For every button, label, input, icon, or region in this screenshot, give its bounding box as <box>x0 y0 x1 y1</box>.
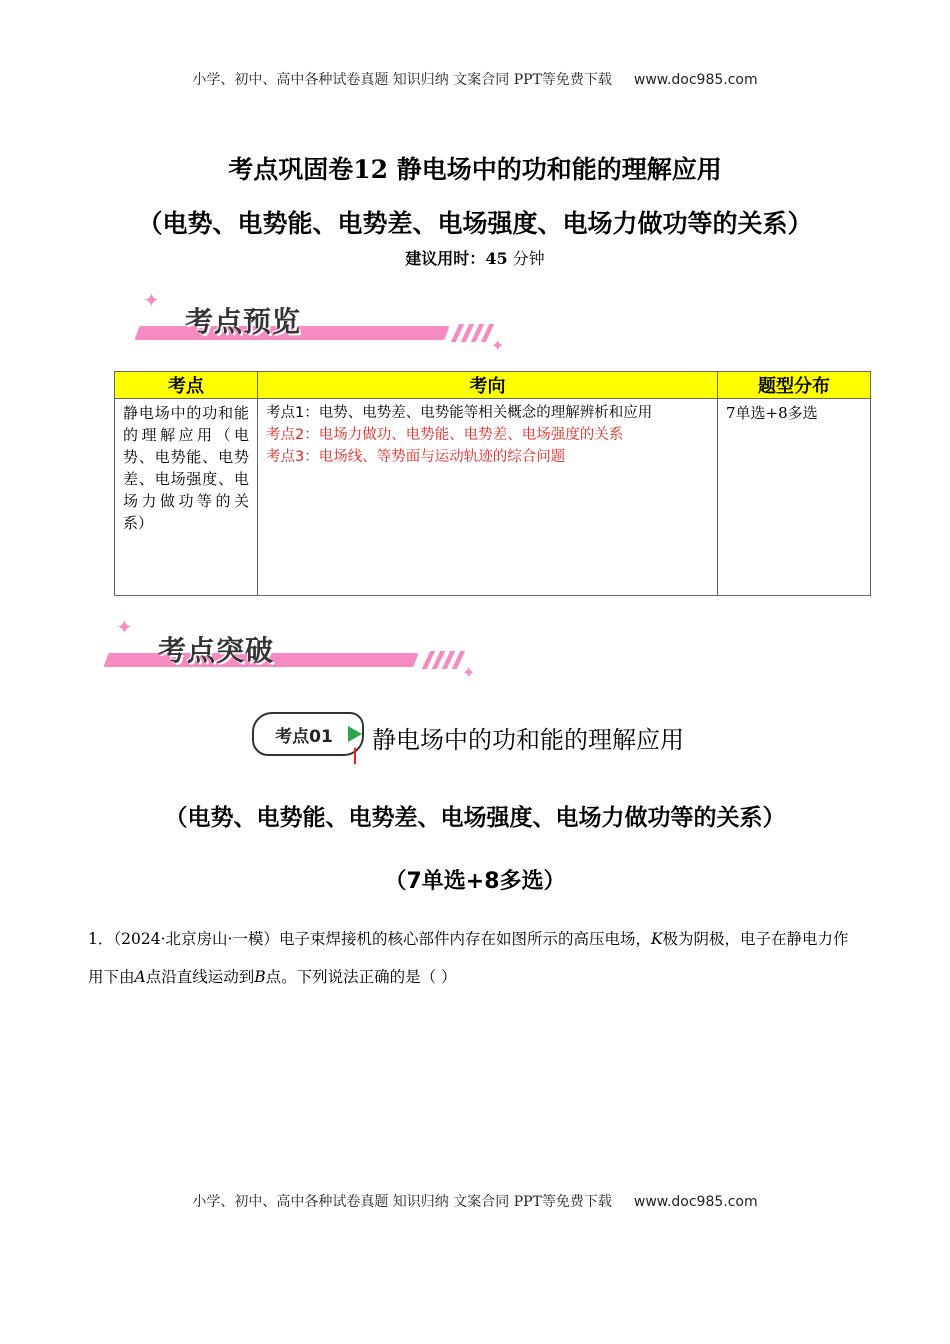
question-text: 点。下列说法正确的是（ ） <box>265 968 457 986</box>
header-text: 小学、初中、高中各种试卷真题 知识归纳 文案合同 PPT等免费下载 <box>192 72 612 88</box>
question-number: 1． <box>88 930 114 948</box>
doc-subtitle: （电势、电势能、电势差、电场强度、电场力做功等的关系） <box>137 209 813 238</box>
page-footer <box>0 1191 950 1211</box>
suggested-time <box>0 246 950 269</box>
banner-title: 考点预览 <box>185 305 302 338</box>
question-text: 极为阴极，电子在静电力作用下由 <box>88 930 849 986</box>
variable-b: B <box>254 968 266 986</box>
tag-marker <box>354 748 356 764</box>
variable-a: A <box>134 968 146 986</box>
page-header <box>0 69 950 89</box>
question-1 <box>88 920 863 996</box>
direction-item: 考点2：电场力做功、电势能、电势差、电场强度的关系 <box>266 427 624 443</box>
section-title: 静电场中的功和能的理解应用 <box>372 726 684 754</box>
play-arrow-icon <box>348 726 362 742</box>
doc-title: 考点巩固卷12 静电场中的功和能的理解应用 <box>228 155 722 184</box>
direction-item: 考点1：电势、电势差、电势能等相关概念的理解辨析和应用 <box>266 405 653 421</box>
section-tag-label: 考点01 <box>275 727 333 747</box>
question-text: 电子束焊接机的核心部件内存在如图所示的高压电场， <box>278 930 651 948</box>
sparkle-icon: ✦ <box>491 336 505 355</box>
distribution-cell: 7单选+8多选 <box>718 399 871 596</box>
time-value: 45 <box>485 249 508 268</box>
sparkle-icon: ✦ <box>462 663 476 682</box>
banner-breakthrough <box>98 615 488 685</box>
table-header-cell: 题型分布 <box>718 372 871 399</box>
direction-item: 考点3：电场线、等势面与运动轨迹的综合问题 <box>266 449 566 465</box>
time-label: 建议用时： <box>405 249 486 268</box>
sparkle-icon: ✦ <box>116 615 133 639</box>
table-header-cell: 考点 <box>115 372 258 399</box>
table-header-row <box>115 372 871 399</box>
table-row <box>115 399 871 596</box>
section-tag <box>252 712 364 756</box>
banner-preview <box>125 288 515 358</box>
footer-text: 小学、初中、高中各种试卷真题 知识归纳 文案合同 PPT等免费下载 <box>192 1194 612 1210</box>
time-unit: 分钟 <box>512 249 545 268</box>
preview-table <box>114 371 871 596</box>
section-subtitle: （电势、电势能、电势差、电场强度、电场力做功等的关系） <box>164 805 786 831</box>
banner-title: 考点突破 <box>158 634 275 667</box>
topic-cell: 静电场中的功和能的理解应用（电势、电势能、电势差、电场强度、电场力做功等的关系） <box>115 399 258 596</box>
header-site-link[interactable]: www.doc985.com <box>633 72 758 88</box>
section-question-count: （7单选+8多选） <box>384 869 566 894</box>
sparkle-icon: ✦ <box>143 288 160 312</box>
question-source: （2024·北京房山·一模） <box>113 930 279 948</box>
table-header-cell: 考向 <box>258 372 718 399</box>
direction-cell <box>258 399 718 596</box>
question-text: 点沿直线运动到 <box>145 968 255 986</box>
variable-k: K <box>650 930 663 948</box>
footer-site-link[interactable]: www.doc985.com <box>633 1194 758 1210</box>
